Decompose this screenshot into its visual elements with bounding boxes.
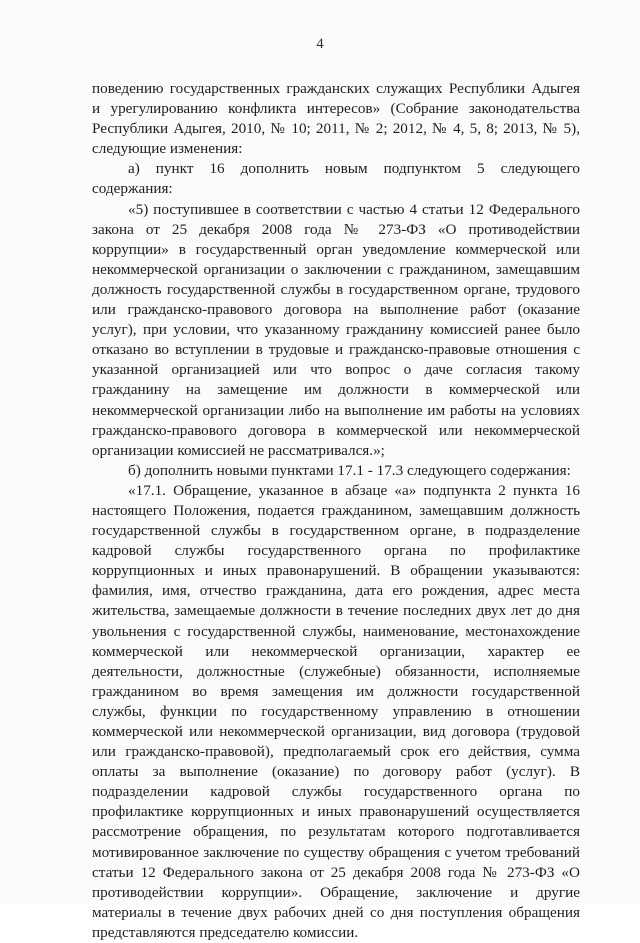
text-line: гражданско-правового договора в коммерческой или некоммерческой (92, 421, 580, 439)
text-line: «5) поступившее в соответствии с частью 4 статьи 12 Федерального (128, 200, 580, 218)
text-line: деятельности, должностные (служебные) обязанности, исполняемые (92, 662, 580, 680)
text-line: настоящего Положения, подается гражданином, замещавшим должность (92, 501, 580, 519)
document-body (92, 79, 580, 943)
text-line: кадровой службы государственного органа по профилактике (92, 542, 580, 560)
text-line: материалы в течение двух рабочих дней со дня поступления обращения (92, 903, 580, 921)
text-line: должность государственной службы в государственном органе, трудового (92, 280, 580, 298)
text-line: или гражданско-правовой), предполагаемый срок его действия, сумма (92, 743, 580, 761)
text-line: коммерческой или некоммерческой организации, вид договора (трудовой (92, 723, 580, 740)
text-line: представляются председателю комиссии. (92, 923, 359, 941)
text-line: статьи 12 Федерального закона от 25 декабря 2008 года № 273-ФЗ «О (92, 863, 580, 881)
text-line: гражданину на замещение им должности в коммерческой или (92, 381, 580, 399)
text-line: увольнения с государственной службы, наименование, местонахождение (92, 622, 580, 640)
text-line: и урегулированию конфликта интересов» (Собрание законодательства (92, 100, 580, 118)
text-line: б) дополнить новыми пунктами 17.1 - 17.3 следующего содержания: (128, 461, 571, 479)
text-line: подразделении кадровой службы государственного органа по (92, 783, 580, 801)
text-line: противодействии коррупции». Обращение, заключение и другие (92, 883, 580, 901)
text-line: профилактике коррупционных и иных правонарушений осуществляется (92, 803, 580, 821)
text-line: содержания: (92, 180, 173, 198)
text-line: коммерческой или некоммерческой организации, характер ее (92, 642, 580, 660)
text-line: поведению государственных гражданских служащих Республики Адыгея (92, 80, 580, 97)
text-line: коррупционных и иных правонарушений. В обращении указываются: (92, 562, 580, 580)
text-line: оплаты за выполнение (оказание) по договору работ (услуг). В (92, 763, 580, 781)
text-line: отказано во вступлении в трудовые и гражданско-правовые отношения с (92, 341, 580, 359)
text-line: Республики Адыгея, 2010, № 10; 2011, № 2; 2012, № 4, 5, 8; 2013, № 5), (92, 120, 580, 138)
text-line: гражданином во время замещения им должности государственной (92, 682, 580, 700)
text-line: некоммерческой организации о заключении с гражданином, замещавшим (92, 260, 580, 278)
text-line: государственной службы в государственном органе, в подразделение (92, 522, 580, 540)
text-line: организации комиссией не рассматривался.»; (92, 441, 385, 459)
text-line: службы, функции по государственному управлению в отношении (92, 702, 580, 720)
text-line: указанной организацией или что вопрос о даче согласия такому (92, 361, 580, 379)
text-line: жительства, замещаемые должности в течение последних двух лет до дня (92, 602, 580, 620)
text-line: рассмотрение обращения, по результатам которого подготавливается (92, 823, 580, 841)
text-line: мотивированное заключение по существу обращения с учетом требований (92, 843, 580, 861)
text-line: услуг), при условии, что указанному гражданину комиссией ранее было (92, 321, 580, 339)
page-number: 4 (316, 36, 324, 52)
text-line: «17.1. Обращение, указанное в абзаце «а» подпункта 2 пункта 16 (128, 481, 580, 499)
text-line: а) пункт 16 дополнить новым подпунктом 5 следующего (128, 160, 580, 178)
text-line: следующие изменения: (92, 140, 243, 158)
text-line: коррупции» в государственный орган уведомление коммерческой или (92, 240, 580, 258)
text-line: или гражданско-правового договора на выполнение работ (оказание (92, 301, 580, 319)
text-line: некоммерческой организации либо на выполнение им работы на условиях (92, 401, 580, 419)
text-line: фамилия, имя, отчество гражданина, дата его рождения, адрес места (92, 582, 580, 600)
text-line: закона от 25 декабря 2008 года № 273-ФЗ «О противодействии (92, 220, 580, 238)
